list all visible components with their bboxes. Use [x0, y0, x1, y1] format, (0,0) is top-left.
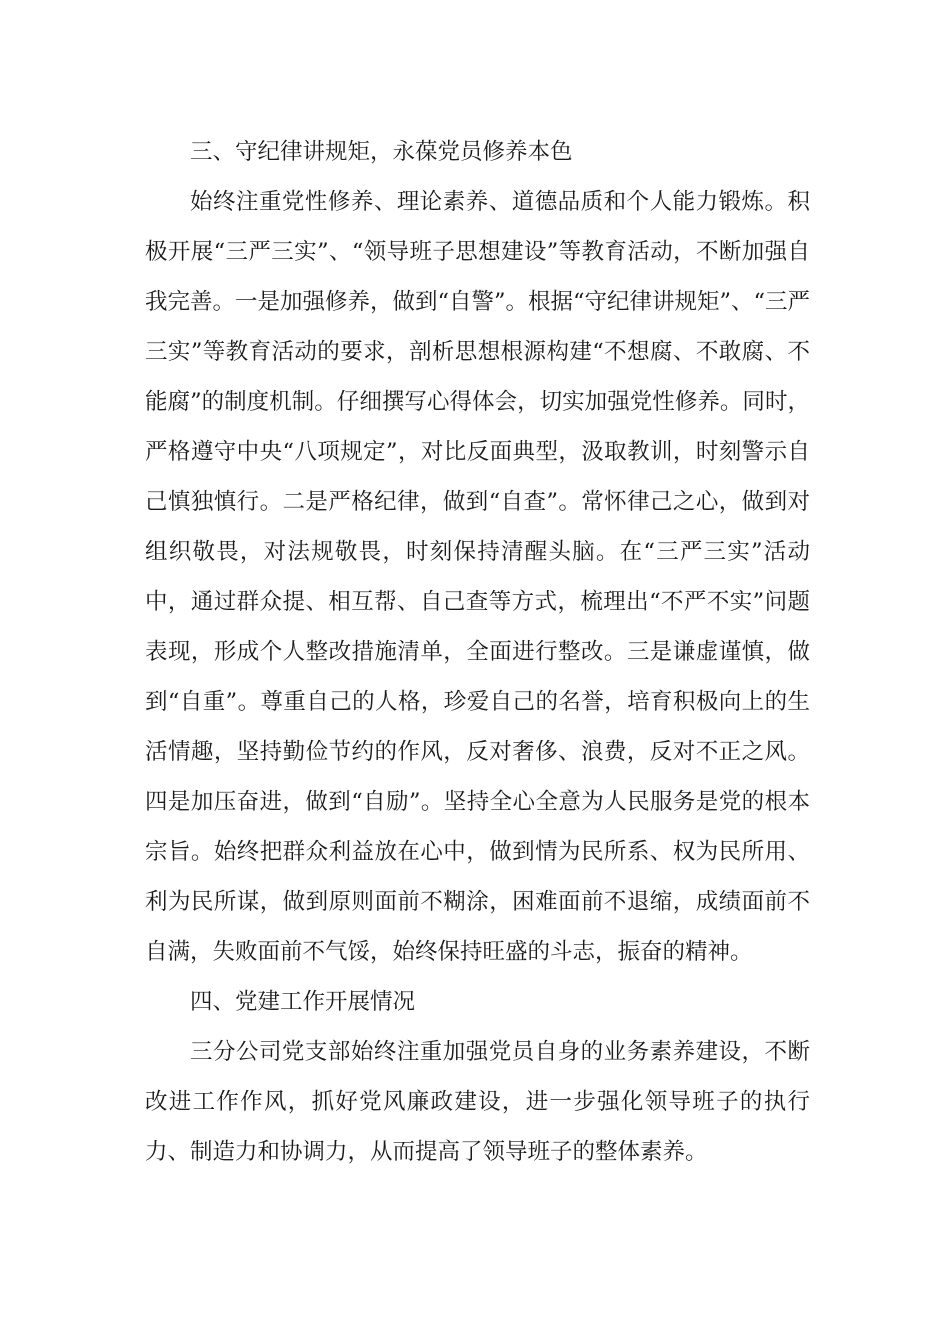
document-body [145, 127, 810, 1177]
section-3-paragraph: 始终注重党性修养、理论素养、道德品质和个人能力锻炼。积极开展“三严三实”、“领导班子思想建设”等教育活动，不断加强自我完善。一是加强修养，做到“自警”。根据“守纪律讲规矩”、“三严三实”等教育活动的要求，剖析思想根源构建“不想腐、不敢腐、不能腐”的制度机制。仔细撰写心得体会，切实加强党性修养。同时，严格遵守中央“八项规定”，对比反面典型，汲取教训，时刻警示自己慎独慎行。二是严格纪律，做到“自查”。常怀律己之心，做到对组织敬畏，对法规敬畏，时刻保持清醒头脑。在“三严三实”活动中，通过群众提、相互帮、自己查等方式，梳理出“不严不实”问题表现，形成个人整改措施清单，全面进行整改。三是谦虚谨慎，做到“自重”。尊重自己的人格，珍爱自己的名誉，培育积极向上的生活情趣，坚持勤俭节约的作风，反对奢侈、浪费，反对不正之风。四是加压奋进，做到“自励”。坚持全心全意为人民服务是党的根本宗旨。始终把群众利益放在心中，做到情为民所系、权为民所用、利为民所谋，做到原则面前不糊涂，困难面前不退缩，成绩面前不自满，失败面前不气馁，始终保持旺盛的斗志，振奋的精神。 [145, 189, 811, 965]
section-3-heading: 三、守纪律讲规矩，永葆党员修养本色 [190, 139, 573, 165]
section-4-heading: 四、党建工作开展情况 [190, 989, 416, 1015]
section-4-paragraph: 三分公司党支部始终注重加强党员自身的业务素养建设，不断改进工作作风，抓好党风廉政建设，进一步强化领导班子的执行力、制造力和协调力，从而提高了领导班子的整体素养。 [145, 1039, 810, 1165]
